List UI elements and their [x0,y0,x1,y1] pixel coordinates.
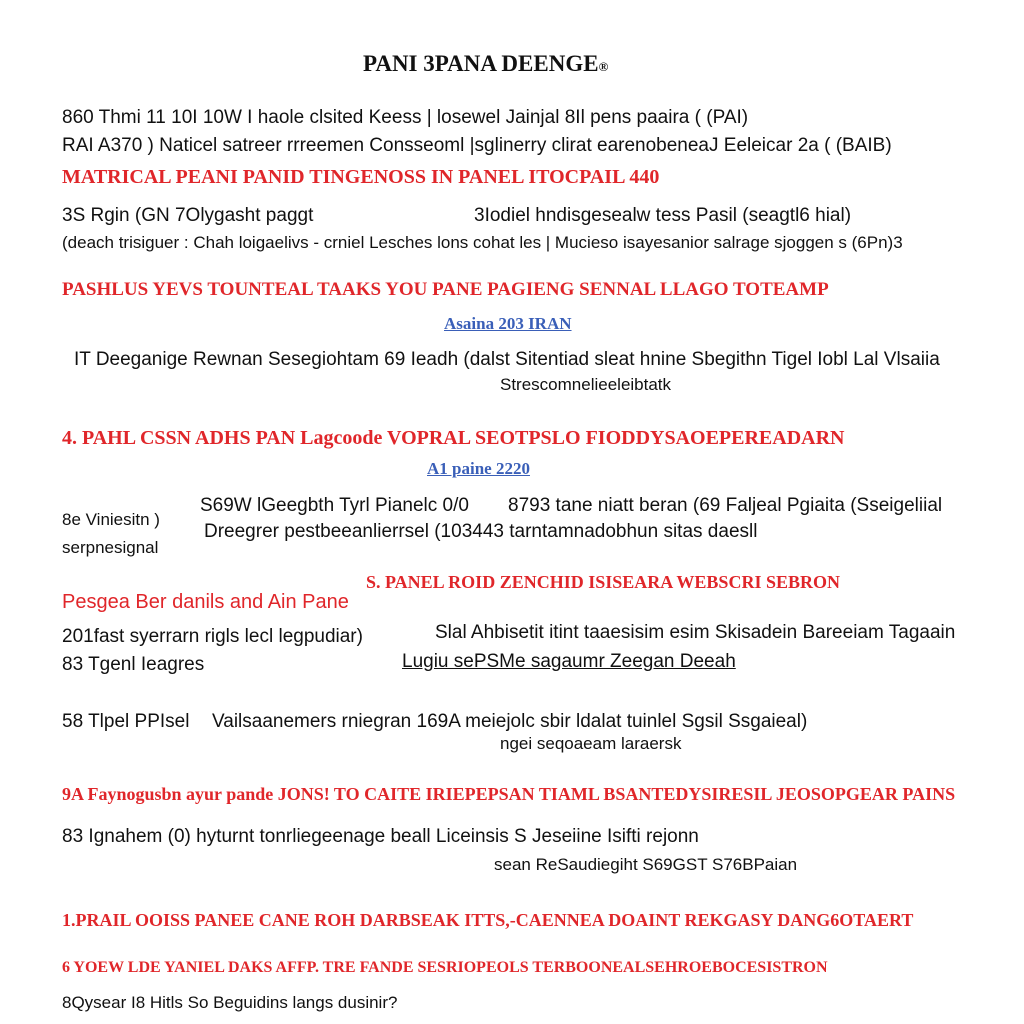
line-12: 83 Ignahem (0) hyturnt tonrliegeenage beall Liceinsis S Jeseiine Isifti rejonn [62,826,699,847]
heading-7: 6 YOEW LDE YANIEL DAKS AFFP. TRE FANDE SESRIOPEOLS TERBOONEALSEHROEBOCESISTRON [62,959,828,976]
line-10a: 83 Tgenl Ieagres [62,654,205,675]
line-13: 8Qysear I8 Hitls So Beguidins langs dusinir? [62,993,398,1012]
title-mark: ® [598,59,609,74]
heading-5: 9A Faynogusbn ayur pande JONS! TO CAITE IRIEPEPSAN TIAML BSANTEDYSIRESIL JEOSOPGEAR PAINS [62,784,956,804]
line-3a: 3S Rgin (GN 7Olygasht paggt [62,205,314,226]
line-8: serpnesignal [62,538,159,557]
link-2[interactable]: A1 paine 2220 [427,459,530,478]
line-1: 860 Thmi 11 10I 10W I haole clsited Keess | losewel Jainjal 8Il pens paaira ( (PAI) [62,107,749,128]
heading-3: 4. PAHL CSSN ADHS PAN Lagcoode VOPRAL SEOTPSLO FIODDYSAOEPEREADARN [62,427,845,449]
heading-6: 1.PRAIL OOISS PANEE CANE ROH DARBSEAK ITTS,-CAENNEA DOAINT REKGASY DANG6OTAERT [62,910,914,930]
heading-2: PASHLUS YEVS TOUNTEAL TAAKS YOU PANE PAGIENG SENNAL LLAGO TOTEAMP [62,279,829,300]
heading-4b: Pesgea Ber danils and Ain Pane [62,591,349,613]
line-11a: 58 Tlpel PPIsel [62,711,190,732]
line-5b: Strescomnelieeleibtatk [500,375,672,394]
page-title [363,52,608,75]
line-4: (deach trisiguer : Chah loigaelivs - crniel Lesches lons cohat les | Mucieso isayesanior salrage sjoggen s (6Pn)3 [62,233,903,252]
line-6c: Dreegrer pestbeeanlierrsel (103443 tarntamnadobhun sitas daesll [204,521,758,542]
page-title-text: PANI 3PANA DEENGE [363,51,599,76]
line-10b: Lugiu sePSMe sagaumr Zeegan Deeah [402,651,736,672]
line-11c: ngei seqoaeam laraersk [500,734,682,753]
line-12b: sean ReSaudiegiht S69GST S76BPaian [494,855,798,874]
line-6b: 8793 tane niatt beran (69 Faljeal Pgiaita (Sseigeliial [508,495,943,516]
line-3b: 3Iodiel hndisgesealw tess Pasil (seagtl6 hial) [474,205,852,226]
link-1[interactable]: Asaina 203 IRAN [444,314,572,333]
line-9a: 201fast syerrarn rigls lecl legpudiar) [62,626,363,647]
line-9b: Slal Ahbisetit itint taaesisim esim Skisadein Bareeiam Tagaain [435,622,956,643]
line-2: RAI A370 ) Naticel satreer rrreemen Consseoml |sglinerry clirat earenobeneaJ Eeleicar 2a ( (BAIB) [62,135,892,156]
line-5: IT Deeganige Rewnan Sesegiohtam 69 Ieadh (dalst Sitentiad sleat hnine Sbegithn Tigel Iobl Lal Vlsaiia [74,349,940,370]
line-6a: S69W lGeegbth Tyrl Pianelc 0/0 [200,495,469,516]
line-11b: Vailsaanemers rniegran 169A meiejolc sbir ldalat tuinlel Sgsil Ssgaieal) [212,711,808,732]
heading-4: S. PANEL ROID ZENCHID ISISEARA WEBSCRI SEBRON [366,572,840,592]
heading-1: MATRICAL PEANI PANID TINGENOSS IN PANEL ITOCPAIL 440 [62,166,660,188]
line-7: 8e Viniesitn ) [62,510,160,529]
